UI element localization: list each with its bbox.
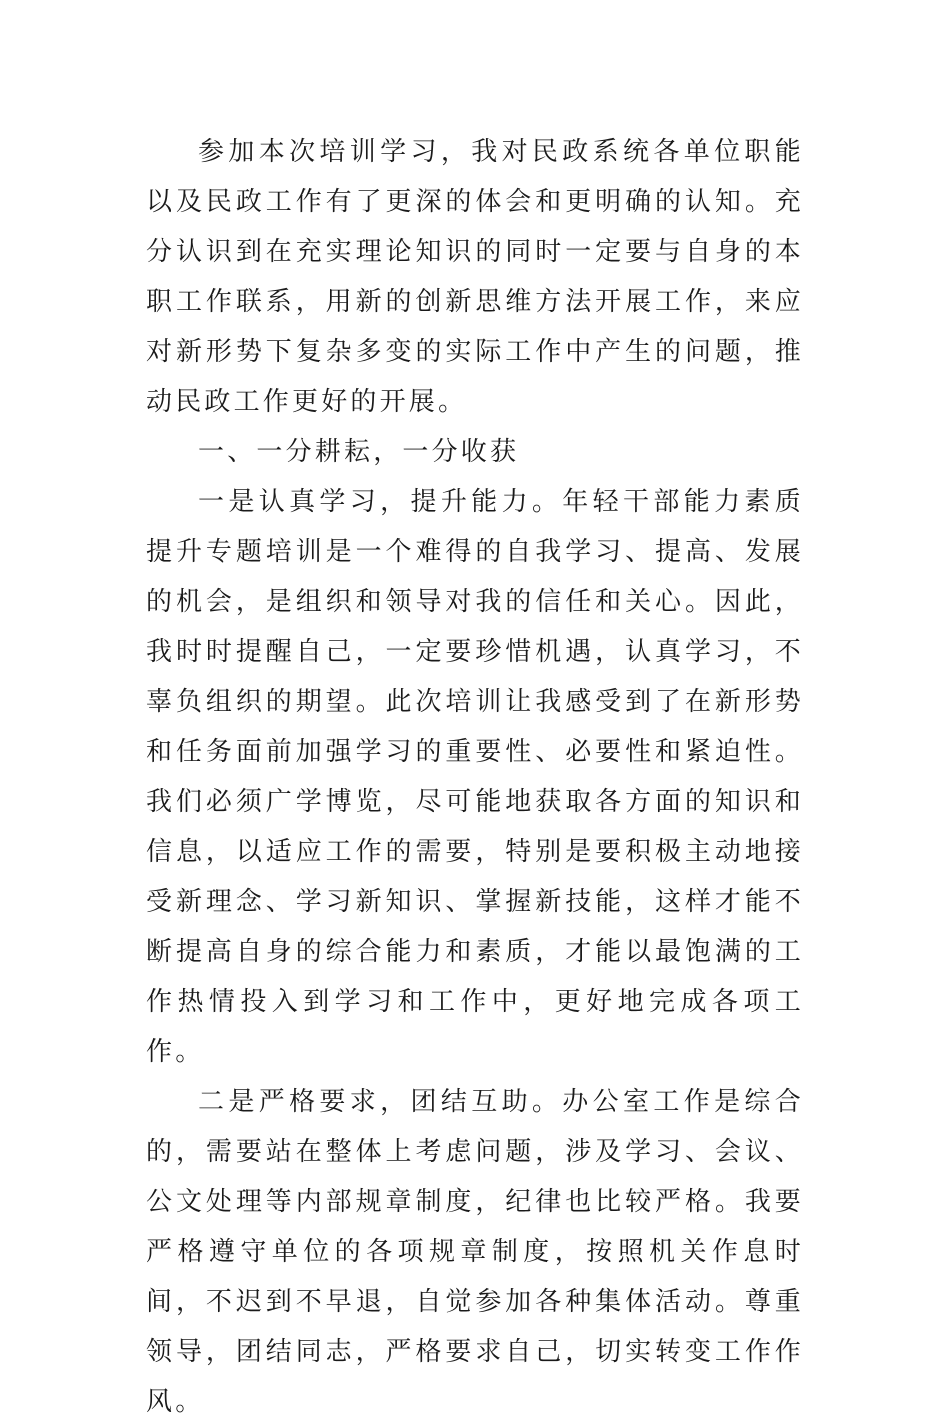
body-paragraph-study: 一是认真学习，提升能力。年轻干部能力素质提升专题培训是一个难得的自我学习、提高、发展的机会，是组织和领导对我的信任和关心。因此，我时时提醒自己，一定要珍惜机遇，认真学习，不辜负组织的期望。此次培训让我感受到了在新形势和任务面前加强学习的重要性、必要性和紧迫性。我们必须广学博览，尽可能地获取各方面的知识和信息，以适应工作的需要，特别是要积极主动地接受新理念、学习新知识、掌握新技能，这样才能不断提高自身的综合能力和素质，才能以最饱满的工作热情投入到学习和工作中，更好地完成各项工作。	[146, 487, 804, 1067]
document-body	[146, 127, 804, 1427]
body-paragraph-discipline: 二是严格要求，团结互助。办公室工作是综合的，需要站在整体上考虑问题，涉及学习、会议、公文处理等内部规章制度，纪律也比较严格。我要严格遵守单位的各项规章制度，按照机关作息时间，不迟到不早退，自觉参加各种集体活动。尊重领导，团结同志，严格要求自己，切实转变工作作风。	[146, 1087, 804, 1417]
section-heading: 一、一分耕耘，一分收获	[198, 437, 520, 467]
intro-paragraph: 参加本次培训学习，我对民政系统各单位职能以及民政工作有了更深的体会和更明确的认知。充分认识到在充实理论知识的同时一定要与自身的本职工作联系，用新的创新思维方法开展工作，来应对新形势下复杂多变的实际工作中产生的问题，推动民政工作更好的开展。	[146, 137, 804, 417]
